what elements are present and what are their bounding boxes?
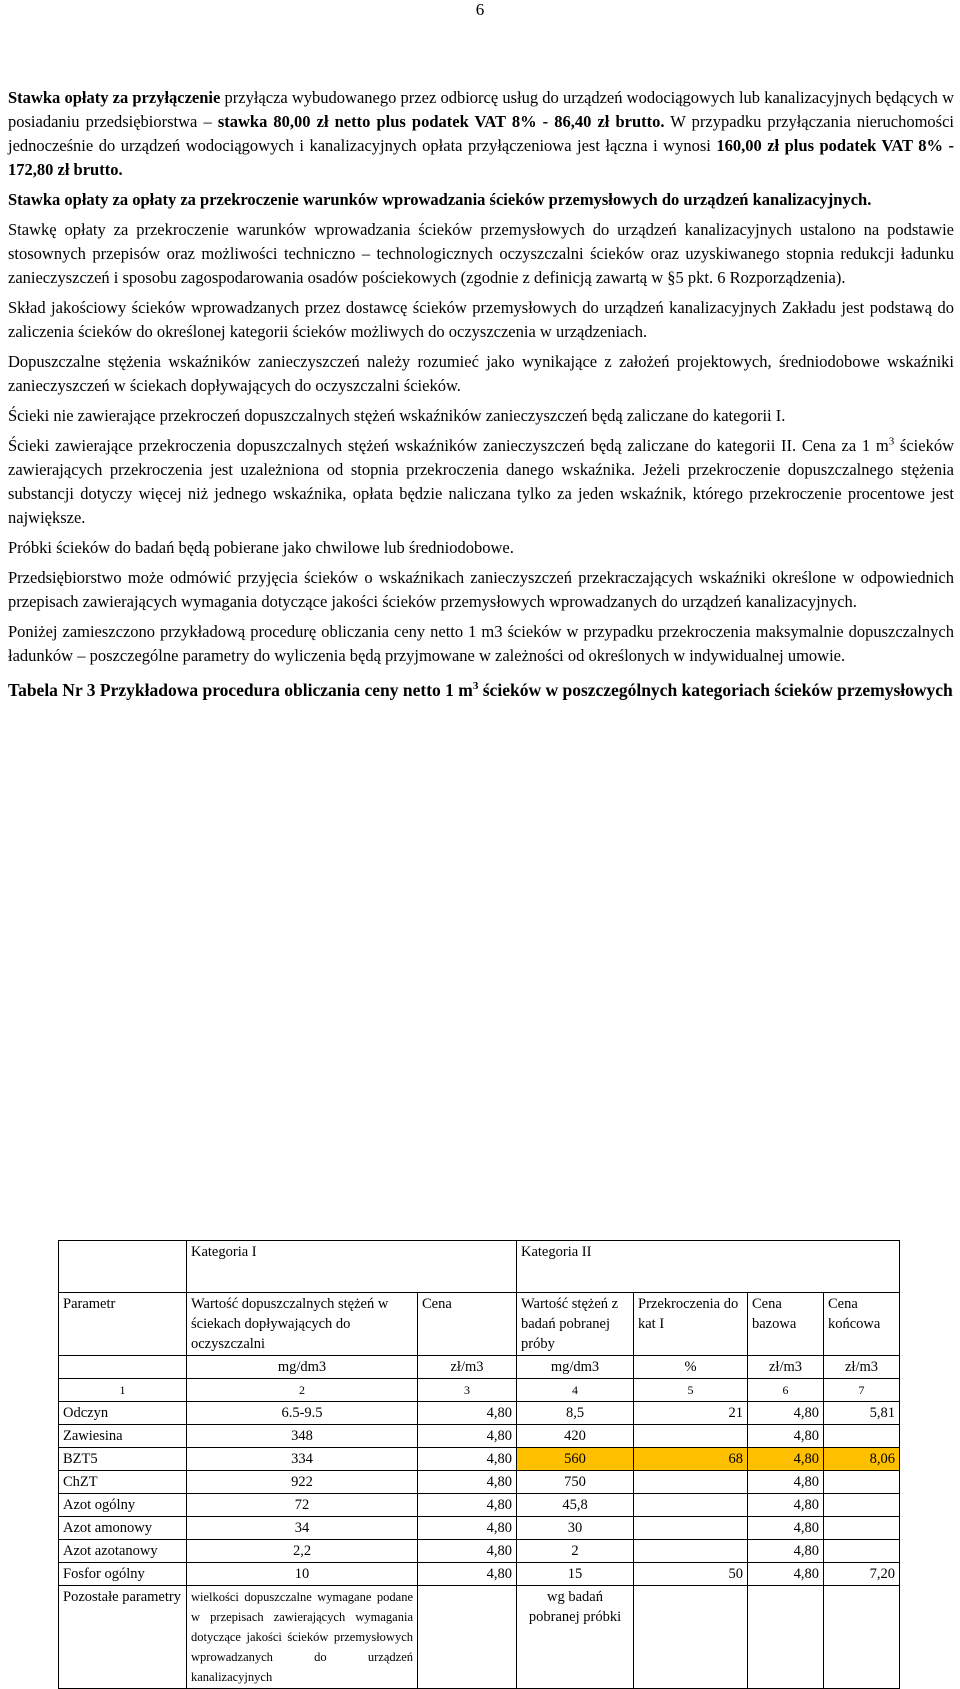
pricing-table [58, 1240, 900, 1689]
column-number: 4 [517, 1379, 634, 1402]
table-category-row [59, 1241, 900, 1293]
table-row: Odczyn 6.5-9.5 4,80 8,5 21 4,80 5,81 [59, 1402, 900, 1425]
table-header-row [59, 1293, 900, 1356]
paragraph-10: Poniżej zamieszczono przykładową procedurę obliczania ceny netto 1 m3 ścieków w przypadku przekroczenia maksymalnie dopuszczalnych ładunków – poszczególne parametry do wyliczenia będą przyjmowane w zależności od określonych w indywidualnej umowie. [8, 622, 954, 665]
paragraph-4: Skład jakościowy ścieków wprowadzanych przez dostawcę ścieków przemysłowych do urządzeń kanalizacyjnych Zakładu jest podstawą do zaliczenia ścieków do określonej kategorii ścieków możliwych do oczyszczenia w urządzeniach. [8, 298, 954, 341]
paragraph-9: Przedsiębiorstwo może odmówić przyjęcia ścieków o wskaźnikach zanieczyszczeń przekraczających wskaźniki określone w odpowiednich przepisach zawierających wymagania dotyczące jakości ścieków przemysłowych wprowadzanych do urządzeń kanalizacyjnych. [8, 568, 954, 611]
table-row: Azot amonowy 34 4,80 30 4,80 [59, 1517, 900, 1540]
unit-cell: zł/m3 [418, 1356, 517, 1379]
table-row: Azot ogólny 72 4,80 45,8 4,80 [59, 1494, 900, 1517]
table-row: Fosfor ogólny 10 4,80 15 50 4,80 7,20 [59, 1563, 900, 1586]
unit-cell: mg/dm3 [517, 1356, 634, 1379]
table-row: Azot azotanowy 2,2 4,80 2 4,80 [59, 1540, 900, 1563]
paragraph-3: Stawkę opłaty za przekroczenie warunków wprowadzania ścieków przemysłowych do urządzeń kanalizacyjnych ustalono na podstawie stosownych przepisów oraz możliwości techniczno – technologicznych oczyszczalni ścieków oraz uzyskiwanego stopnia redukcji ładunku zanieczyszczeń i sposobu zagospodarowania osadów pościekowych (zgodnie z definicją zawartą w §5 pkt. 6 Rozporządzenia). [8, 220, 954, 287]
header-cell: Wartość stężeń z badań pobranej próby [517, 1293, 634, 1356]
unit-cell: zł/m3 [824, 1356, 900, 1379]
document-body [8, 86, 954, 720]
paragraph-heading-fee: Stawka opłaty za opłaty za przekroczenie warunków wprowadzania ścieków przemysłowych do urządzeń kanalizacyjnych. [8, 190, 872, 209]
paragraph-5: Dopuszczalne stężenia wskaźników zanieczyszczeń należy rozumieć jako wynikające z założeń projektowych, średniodobowe wskaźniki zanieczyszczeń w ściekach dopływających do oczyszczalni ścieków. [8, 352, 954, 395]
table-row: ChZT 922 4,80 750 4,80 [59, 1471, 900, 1494]
unit-cell: % [634, 1356, 748, 1379]
category-1-label: Kategoria I [187, 1241, 517, 1293]
header-cell: Przekroczenia do kat I [634, 1293, 748, 1356]
header-cell: Wartość dopuszczalnych stężeń w ściekach dopływających do oczyszczalni [187, 1293, 418, 1356]
column-number: 1 [59, 1379, 187, 1402]
unit-cell: mg/dm3 [187, 1356, 418, 1379]
table-units-row [59, 1356, 900, 1379]
table-row: Zawiesina 348 4,80 420 4,80 [59, 1425, 900, 1448]
page-number: 6 [475, 0, 485, 19]
paragraph-6: Ścieki nie zawierające przekroczeń dopuszczalnych stężeń wskaźników zanieczyszczeń będą zaliczane do kategorii I. [8, 406, 786, 425]
paragraph-7: Ścieki zawierające przekroczenia dopuszczalnych stężeń wskaźników zanieczyszczeń będą zaliczane do kategorii II. Cena za 1 $m^3$ ścieków zawierających przekroczenia jest uzależniona od stopnia przekroczenia danego wskaźnika. Jeżeli przekroczenie dopuszczalnego stężenia substancji dotyczy więcej niż jednego wskaźnika, opłata będzie naliczana tylko za jeden wskaźnik, którego przekroczenie procentowe jest największe. [8, 435, 955, 527]
column-number: 2 [187, 1379, 418, 1402]
table-row-highlighted: BZT5 334 4,80 560 68 4,80 8,06 [59, 1448, 900, 1471]
paragraph-connection-fee: Stawka opłaty za przyłączenie przyłącza wybudowanego przez odbiorcę usług do urządzeń wodociągowych lub kanalizacyjnych będących w posiadaniu przedsiębiorstwa – stawka 80,00 zł netto plus podatek VAT 8% - 86,40 zł brutto. W przypadku przyłączania nieruchomości jednocześnie do urządzeń wodociągowych i kanalizacyjnych opłata przyłączeniowa jest łączna i wynosi 160,00 zł plus podatek VAT 8% - 172,80 zł brutto. [8, 88, 954, 179]
header-cell: Cena [418, 1293, 517, 1356]
category-2-label: Kategoria II [517, 1241, 900, 1293]
unit-cell: zł/m3 [748, 1356, 824, 1379]
header-cell: Cena bazowa [748, 1293, 824, 1356]
column-number: 3 [418, 1379, 517, 1402]
table-caption: Tabela Nr 3 Przykładowa procedura obliczania ceny netto 1 $m^3$ ścieków w poszczególnych kategoriach ścieków przemysłowych [8, 680, 953, 700]
paragraph-8: Próbki ścieków do badań będą pobierane jako chwilowe lub średniodobowe. [8, 538, 514, 557]
header-cell: Cena końcowa [824, 1293, 900, 1356]
column-number: 7 [824, 1379, 900, 1402]
unit-cell [59, 1356, 187, 1379]
header-cell: Parametr [59, 1293, 187, 1356]
table-column-numbers-row [59, 1379, 900, 1402]
column-number: 5 [634, 1379, 748, 1402]
table-row-other-parameters: Pozostałe parametry wielkości dopuszczalne wymagane podane w przepisach zawierających wymagania dotyczące jakości ścieków przemysłowych wprowadzanych do urządzeń kanalizacyjnych wg badań pobranej próbki [59, 1586, 900, 1689]
column-number: 6 [748, 1379, 824, 1402]
